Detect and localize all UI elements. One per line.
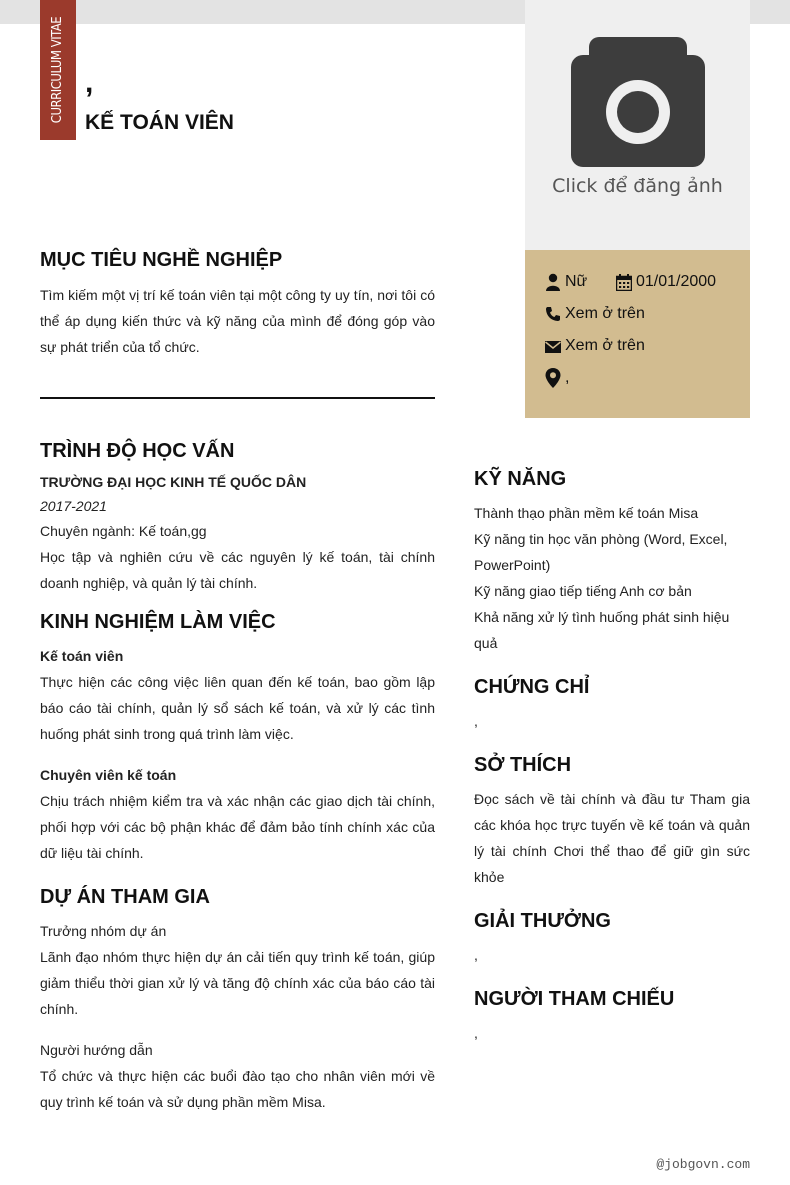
photo-upload-area[interactable] <box>525 0 750 250</box>
experience-description[interactable]: Thực hiện các công việc liên quan đến kế toán, bao gồm lập báo cáo tài chính, quản lý sổ sách kế toán, và xử lý các tình huống phát sinh trong quá trình làm việc. <box>40 674 435 742</box>
location-pin-icon <box>545 368 561 388</box>
skill-item[interactable]: Khả năng xử lý tình huống phát sinh hiệu quả <box>474 609 730 651</box>
envelope-icon <box>545 340 561 353</box>
skill-item[interactable]: Kỹ năng tin học văn phòng (Word, Excel, PowerPoint) <box>474 531 728 573</box>
major[interactable]: Chuyên ngành: Kế toán,gg <box>40 523 207 539</box>
ribbon-text: CURRICULUM VITAE <box>50 16 65 124</box>
school-name[interactable]: TRƯỜNG ĐẠI HỌC KINH TẾ QUỐC DÂN <box>40 474 307 490</box>
skill-item[interactable]: Thành thạo phần mềm kế toán Misa <box>474 505 699 521</box>
photo-caption: Click để đăng ảnh <box>552 175 723 197</box>
gender-value: Nữ <box>565 273 588 290</box>
certificates-title: CHỨNG CHỈ <box>474 676 590 698</box>
experience-position[interactable]: Kế toán viên <box>40 648 124 664</box>
phone-icon <box>545 306 561 322</box>
job-title[interactable]: KẾ TOÁN VIÊN <box>85 111 234 134</box>
calendar-icon <box>616 274 632 291</box>
email-value: Xem ở trên <box>565 337 645 354</box>
awards-text[interactable]: , <box>474 947 478 963</box>
divider <box>40 397 435 399</box>
birthday-row[interactable] <box>616 271 716 293</box>
references-title: NGƯỜI THAM CHIẾU <box>474 988 675 1010</box>
project-role[interactable]: Trưởng nhóm dự án <box>40 923 167 939</box>
education-description[interactable]: Học tập và nghiên cứu về các nguyên lý kế toán, tài chính doanh nghiệp, và quản lý tài chính. <box>40 549 435 591</box>
experience-description[interactable]: Chịu trách nhiệm kiểm tra và xác nhận các giao dịch tài chính, phối hợp với các bộ phận khác để đảm bảo tính chính xác của dữ liệu tài chính. <box>40 793 435 861</box>
certificates-text[interactable]: , <box>474 713 478 729</box>
hobbies-title: SỞ THÍCH <box>474 754 572 776</box>
awards-title: GIẢI THƯỞNG <box>474 910 611 932</box>
address-value: , <box>565 369 570 386</box>
cv-ribbon <box>40 0 76 140</box>
study-period[interactable]: 2017-2021 <box>40 498 107 514</box>
objective-title: MỤC TIÊU NGHỀ NGHIỆP <box>40 249 283 271</box>
experience-position[interactable]: Chuyên viên kế toán <box>40 767 177 783</box>
candidate-name[interactable]: , <box>85 66 94 99</box>
birthday-value: 01/01/2000 <box>636 273 717 290</box>
project-role[interactable]: Người hướng dẫn <box>40 1042 153 1058</box>
camera-icon <box>571 37 705 167</box>
footer-watermark: @jobgovn.com <box>656 1157 750 1172</box>
experience-title: KINH NGHIỆM LÀM VIỆC <box>40 611 276 633</box>
references-text[interactable]: , <box>474 1025 478 1041</box>
project-description[interactable]: Tổ chức và thực hiện các buổi đào tạo cho nhân viên mới về quy trình kế toán và sử dụng phần mềm Misa. <box>40 1068 435 1110</box>
objective-text[interactable]: Tìm kiếm một vị trí kế toán viên tại một công ty uy tín, nơi tôi có thể áp dụng kiến thức và kỹ năng của mình để đóng góp vào sự phát triển của tổ chức. <box>40 287 435 355</box>
gender-row[interactable] <box>545 271 587 293</box>
person-icon <box>545 273 561 291</box>
projects-title: DỰ ÁN THAM GIA <box>40 886 210 908</box>
phone-value: Xem ở trên <box>565 305 645 322</box>
phone-row[interactable] <box>545 303 645 325</box>
contact-box <box>525 250 750 418</box>
hobbies-text[interactable]: Đọc sách về tài chính và đầu tư Tham gia các khóa học trực tuyến về kế toán và quản lý tài chính Chơi thể thao để giữ gìn sức khỏe <box>474 791 750 885</box>
email-row[interactable] <box>545 335 645 357</box>
skills-title: KỸ NĂNG <box>474 468 567 490</box>
skill-item[interactable]: Kỹ năng giao tiếp tiếng Anh cơ bản <box>474 583 692 599</box>
address-row[interactable] <box>545 367 569 389</box>
project-description[interactable]: Lãnh đạo nhóm thực hiện dự án cải tiến quy trình kế toán, giúp giảm thiểu thời gian xử lý và tăng độ chính xác của báo cáo tài chính. <box>40 949 435 1017</box>
education-title: TRÌNH ĐỘ HỌC VẤN <box>40 440 235 462</box>
